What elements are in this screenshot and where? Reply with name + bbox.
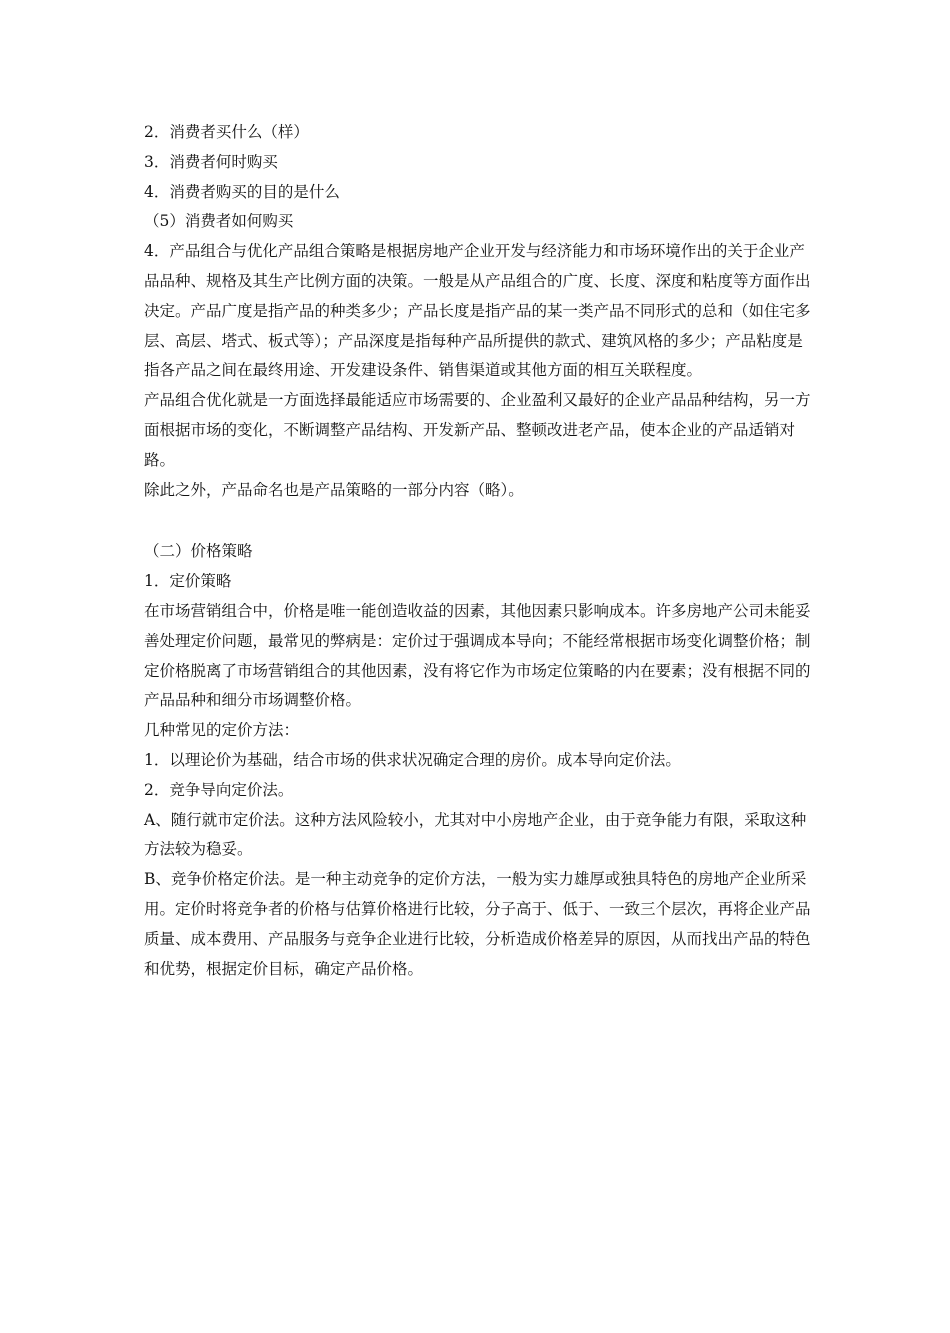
paragraph-product-mix: 4．产品组合与优化产品组合策略是根据房地产企业开发与经济能力和市场环境作出的关于企业产品品种、规格及其生产比例方面的决策。一般是从产品组合的广度、长度、深度和粘度等方面作出决定。产品广度是指产品的种类多少；产品长度是指产品的某一类产品不同形式的总和（如住宅多层、高层、塔式、板式等）；产品深度是指每种产品所提供的款式、建筑风格的多少；产品粘度是指各产品之间在最终用途、开发建设条件、销售渠道或其他方面的相互关联程度。 bbox=[144, 242, 811, 380]
paragraph-product-naming: 除此之外，产品命名也是产品策略的一部分内容（略）。 bbox=[144, 480, 524, 499]
section-heading-pricing: （二）价格策略 bbox=[144, 542, 253, 561]
paragraph-competitive-price-method: B、竞争价格定价法。是一种主动竞争的定价方法，一般为实力雄厚或独具特色的房地产企业所采用。定价时将竞争者的价格与估算价格进行比较，分子高于、低于、一致三个层次，再将企业产品质量、成本费用、产品服务与竞争企业进行比较，分析造成价格差异的原因，从而找出产品的特色和优势，根据定价目标，确定产品价格。 bbox=[144, 870, 811, 978]
paragraph-cost-pricing: 1．以理论价为基础，结合市场的供求状况确定合理的房价。成本导向定价法。 bbox=[144, 750, 681, 769]
paragraph-pricing-intro: 在市场营销组合中，价格是唯一能创造收益的因素，其他因素只影响成本。许多房地产公司未能妥善处理定价问题，最常见的弊病是：定价过于强调成本导向；不能经常根据市场变化调整价格；制定价格脱离了市场营销组合的其他因素，没有将它作为市场定位策略的内在要素；没有根据不同的产品品种和细分市场调整价格。 bbox=[144, 601, 811, 710]
paragraph-consumer-purpose: 4．消费者购买的目的是什么 bbox=[144, 182, 340, 201]
paragraph-competition-pricing: 2．竞争导向定价法。 bbox=[144, 780, 294, 799]
section-gap bbox=[144, 505, 816, 537]
paragraph-product-optimization: 产品组合优化就是一方面选择最能适应市场需要的、企业盈利又最好的企业产品品种结构，另一方面根据市场的变化，不断调整产品结构、开发新产品、整顿改进老产品，使本企业的产品适销对路。 bbox=[144, 391, 811, 469]
subheading-pricing-strategy: 1．定价策略 bbox=[144, 572, 232, 591]
paragraph-consumer-how: （5）消费者如何购买 bbox=[144, 212, 294, 231]
paragraph-market-rate-pricing: A、随行就市定价法。这种方法风险较小，尤其对中小房地产企业，由于竞争能力有限，采取这种方法较为稳妥。 bbox=[144, 810, 807, 859]
paragraph-consumer-what: 2．消费者买什么（样） bbox=[144, 123, 309, 141]
paragraph-pricing-methods: 几种常见的定价方法： bbox=[144, 721, 300, 740]
document-body bbox=[144, 118, 816, 984]
paragraph-consumer-when: 3．消费者何时购买 bbox=[144, 152, 278, 171]
